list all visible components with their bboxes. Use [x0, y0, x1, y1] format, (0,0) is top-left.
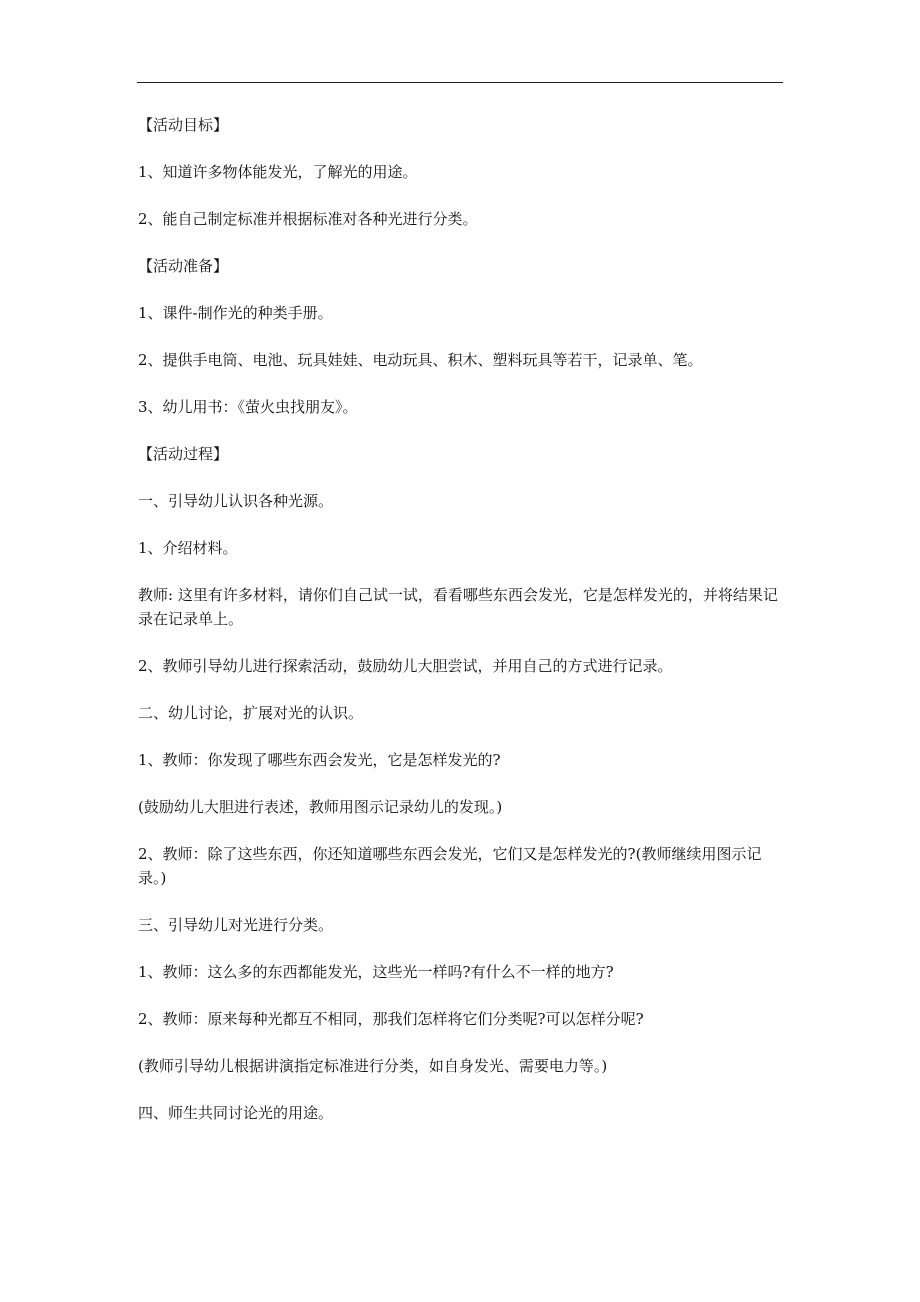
section-heading-preparation: 【活动准备】	[138, 257, 229, 275]
process-step-1-teacher-note: 教师: 这里有许多材料，请你们自己试一试，看看哪些东西会发光，它是怎样发光的，并将结果记录在记录单上。	[138, 586, 778, 628]
preparation-item-1: 1、课件-制作光的种类手册。	[138, 304, 333, 322]
process-step-3-title: 三、引导幼儿对光进行分类。	[138, 916, 334, 934]
preparation-item-2: 2、提供手电筒、电池、玩具娃娃、电动玩具、积木、塑料玩具等若干，记录单、笔。	[138, 351, 703, 369]
process-step-2-item-1: 1、教师：你发现了哪些东西会发光，它是怎样发光的?	[138, 751, 501, 769]
section-heading-process: 【活动过程】	[138, 445, 229, 463]
process-step-2-item-2: 2、教师：除了这些东西，你还知道哪些东西会发光，它们又是怎样发光的?(教师继续用图示记录。)	[138, 845, 762, 887]
header-rule	[137, 82, 783, 83]
preparation-item-3: 3、幼儿用书：《萤火虫找朋友》。	[138, 398, 358, 416]
goal-item-1: 1、知道许多物体能发光，了解光的用途。	[138, 163, 418, 181]
process-step-2-title: 二、幼儿讨论，扩展对光的认识。	[138, 704, 364, 722]
document-body	[138, 113, 784, 1148]
process-step-3-note: (教师引导幼儿根据讲演指定标准进行分类，如自身发光、需要电力等。)	[138, 1057, 608, 1075]
process-step-2-note-1: (鼓励幼儿大胆进行表述，教师用图示记录幼儿的发现。)	[138, 798, 503, 816]
process-step-3-item-2: 2、教师：原来每种光都互不相同，那我们怎样将它们分类呢?可以怎样分呢?	[138, 1010, 644, 1028]
section-heading-goals: 【活动目标】	[138, 116, 229, 134]
process-step-1-item-1: 1、介绍材料。	[138, 539, 238, 557]
process-step-4-title: 四、师生共同讨论光的用途。	[138, 1104, 334, 1122]
process-step-3-item-1: 1、教师：这么多的东西都能发光，这些光一样吗?有什么不一样的地方?	[138, 963, 614, 981]
process-step-1-item-2: 2、教师引导幼儿进行探索活动，鼓励幼儿大胆尝试，并用自己的方式进行记录。	[138, 657, 673, 675]
goal-item-2: 2、能自己制定标准并根据标准对各种光进行分类。	[138, 210, 478, 228]
process-step-1-title: 一、引导幼儿认识各种光源。	[138, 492, 334, 510]
